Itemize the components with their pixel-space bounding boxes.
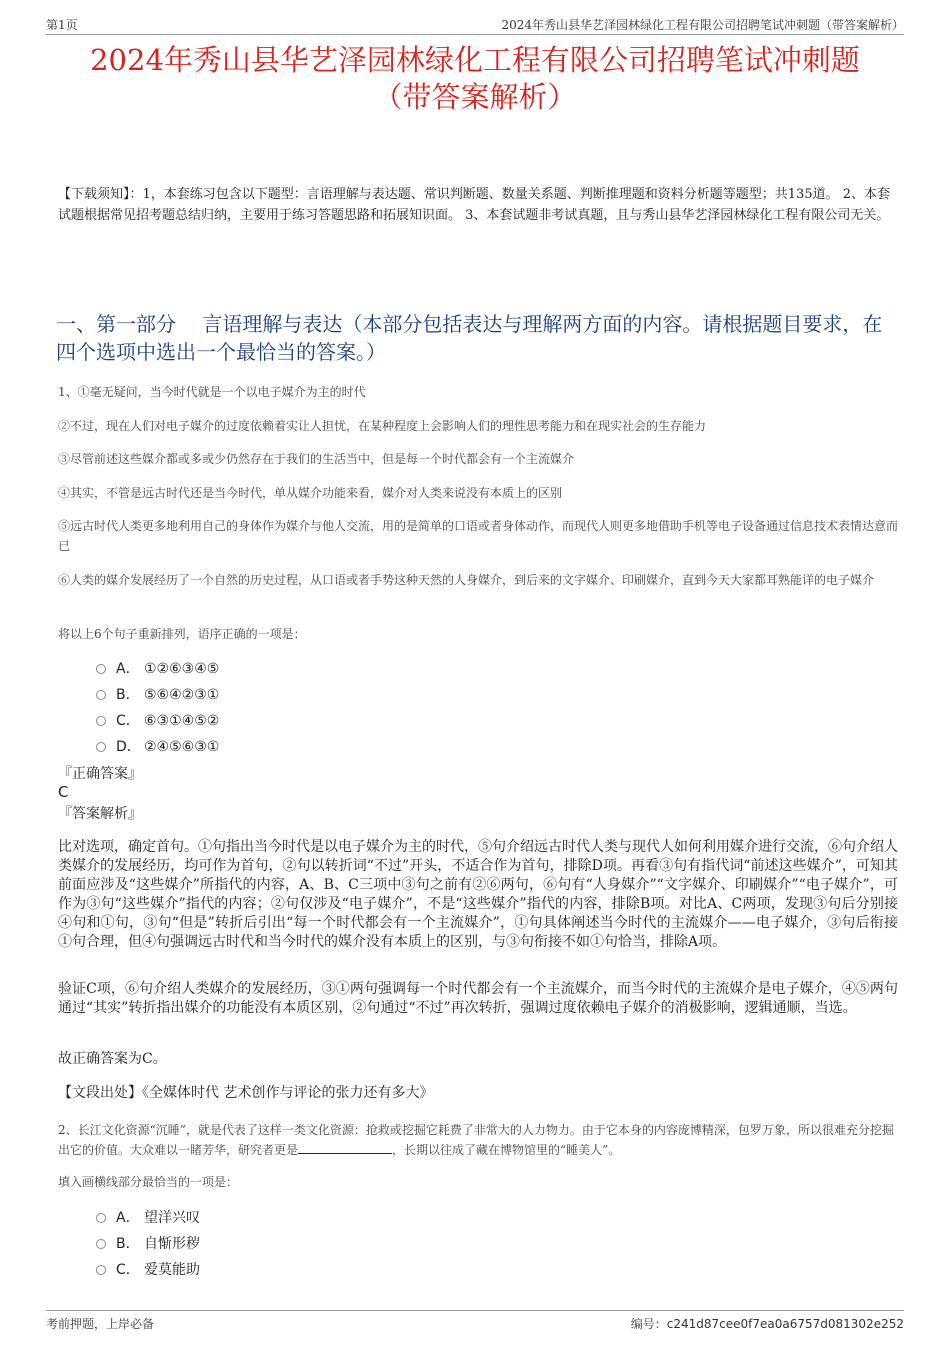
title-line-1: 2024年秀山县华艺泽园林绿化工程有限公司招聘笔试冲刺题 (90, 43, 860, 77)
radio-icon[interactable] (96, 716, 106, 726)
radio-icon[interactable] (96, 664, 106, 674)
radio-icon[interactable] (96, 690, 106, 700)
page-footer (46, 1310, 904, 1333)
analysis-paragraph-2: 验证C项，⑥句介绍人类媒介的发展经历，③①两句强调每一个时代都会有一个主流媒介，而当今时代的主流媒介是电子媒介，④⑤两句通过“其实”转折指出媒介的功能没有本质区别，②句通过“不过”再次转折，强调过度依赖电子媒介的消极影响，逻辑通顺，当选。 (58, 981, 898, 1016)
document-code: 编号：c241d87cee0f7ea0a6757d081302e252 (630, 1317, 904, 1331)
download-notice: 【下载须知】：1，本套练习包含以下题型：言语理解与表达题、常识判断题、数量关系题、判断推理题和资料分析题等题型；共135道。 2、本套试题根据常见招考题总结归纳，主要用于练习答题思路和拓展知识面。 3、本套试题非考试真题，且与秀山县华艺泽园林绿化工程有限公司无关。 (58, 187, 890, 223)
q2-option-a[interactable]: A． 望洋兴叹 (96, 1208, 200, 1228)
radio-icon[interactable] (96, 742, 106, 752)
fill-blank (298, 1141, 392, 1154)
section-heading: 一、第一部分 言语理解与表达（本部分包括表达与理解两方面的内容。请根据题目要求，在四个选项中选出一个最恰当的答案。） (56, 312, 883, 364)
q1-option-d[interactable]: D． ②④⑤⑥③① (96, 737, 219, 757)
q1-option-c[interactable]: C． ⑥③①④⑤② (96, 711, 219, 731)
q1-sentence-1: 1、①毫无疑问，当今时代就是一个以电子媒介为主的时代 (58, 385, 366, 399)
radio-icon[interactable] (96, 1265, 106, 1275)
q1-prompt: 将以上6个句子重新排列，语序正确的一项是： (58, 627, 306, 641)
q1-sentence-2: ②不过，现在人们对电子媒介的过度依赖着实让人担忧，在某种程度上会影响人们的理性思考能力和在现实社会的生存能力 (58, 419, 707, 433)
q2-stem: 2、长江文化资源“沉睡”，就是代表了这样一类文化资源：抢救或挖掘它耗费了非常大的人力物力。由于它本身的内容庞博精深，包罗万象，所以很难充分挖掘出它的价值。大众难以一睹芳华，研究者更是 ，长期以往成了藏在博物馆里的“睡美人”。 (58, 1123, 894, 1157)
title-line-2: （带答案解析） (373, 80, 577, 114)
analysis-label: 『答案解析』 (58, 806, 142, 822)
page-number: 第1页 (46, 18, 78, 32)
q2-option-c[interactable]: C． 爱莫能助 (96, 1260, 200, 1280)
q2-prompt: 填入画横线部分最恰当的一项是： (58, 1175, 239, 1189)
page-header (46, 14, 904, 35)
radio-icon[interactable] (96, 1213, 106, 1223)
text-source: 【文段出处】《全媒体时代 艺术创作与评论的张力还有多大》 (58, 1085, 434, 1101)
document-title (46, 42, 904, 116)
q2-option-b[interactable]: B． 自惭形秽 (96, 1234, 200, 1254)
q1-option-b[interactable]: B． ⑤⑥④②③① (96, 685, 219, 705)
correct-answer: C (58, 783, 69, 801)
analysis-paragraph-1: 比对选项，确定首句。①句指出当今时代是以电子媒介为主的时代，⑤句介绍远古时代人类与现代人如何利用媒介进行交流，⑥句介绍人类媒介的发展经历，均可作为首句，②句以转折词“不过”开头，不适合作为首句，排除D项。再看③句有指代词“前述这些媒介”，可知其前面应涉及“这些媒介”所指代的内容，A、B、C三项中③句之前有②⑥两句，⑥句有“人身媒介”“文字媒介、印刷媒介”“电子媒介”，可作为③句“这些媒介”指代的内容；②句仅涉及“电子媒介”，不是“这些媒介”指代的内容，排除B项。对比A、C两项，发现③句后分别接④句和①句，③句“但是”转折后引出“每一个时代都会有一个主流媒介”，①句具体阐述当今时代的主流媒介——电子媒介，③句后衔接①句合理，但④句强调远古时代和当今时代的媒介没有本质上的区别，与③句衔接不如①句恰当，排除A项。 (58, 839, 898, 950)
footer-slogan: 考前押题，上岸必备 (46, 1317, 155, 1331)
q1-sentence-5: ⑤远古时代人类更多地利用自己的身体作为媒介与他人交流，用的是简单的口语或者身体动作，而现代人则更多地借助手机等电子设备通过信息技术表情达意而已 (58, 519, 899, 553)
answer-label: 『正确答案』 (58, 766, 142, 782)
q1-option-a[interactable]: A． ①②⑥③④⑤ (96, 659, 219, 679)
q1-sentence-3: ③尽管前述这些媒介都或多或少仍然存在于我们的生活当中，但是每一个时代都会有一个主流媒介 (58, 452, 575, 466)
q1-sentence-4: ④其实，不管是远古时代还是当今时代，单从媒介功能来看，媒介对人类来说没有本质上的区别 (58, 486, 563, 500)
analysis-conclusion: 故正确答案为C。 (58, 1051, 167, 1067)
radio-icon[interactable] (96, 1239, 106, 1249)
header-doc-title: 2024年秀山县华艺泽园林绿化工程有限公司招聘笔试冲刺题（带答案解析） (501, 18, 904, 32)
q1-sentence-6: ⑥人类的媒介发展经历了一个自然的历史过程，从口语或者手势这种天然的人身媒介，到后来的文字媒介、印刷媒介，直到今天大家都耳熟能详的电子媒介 (58, 573, 875, 587)
